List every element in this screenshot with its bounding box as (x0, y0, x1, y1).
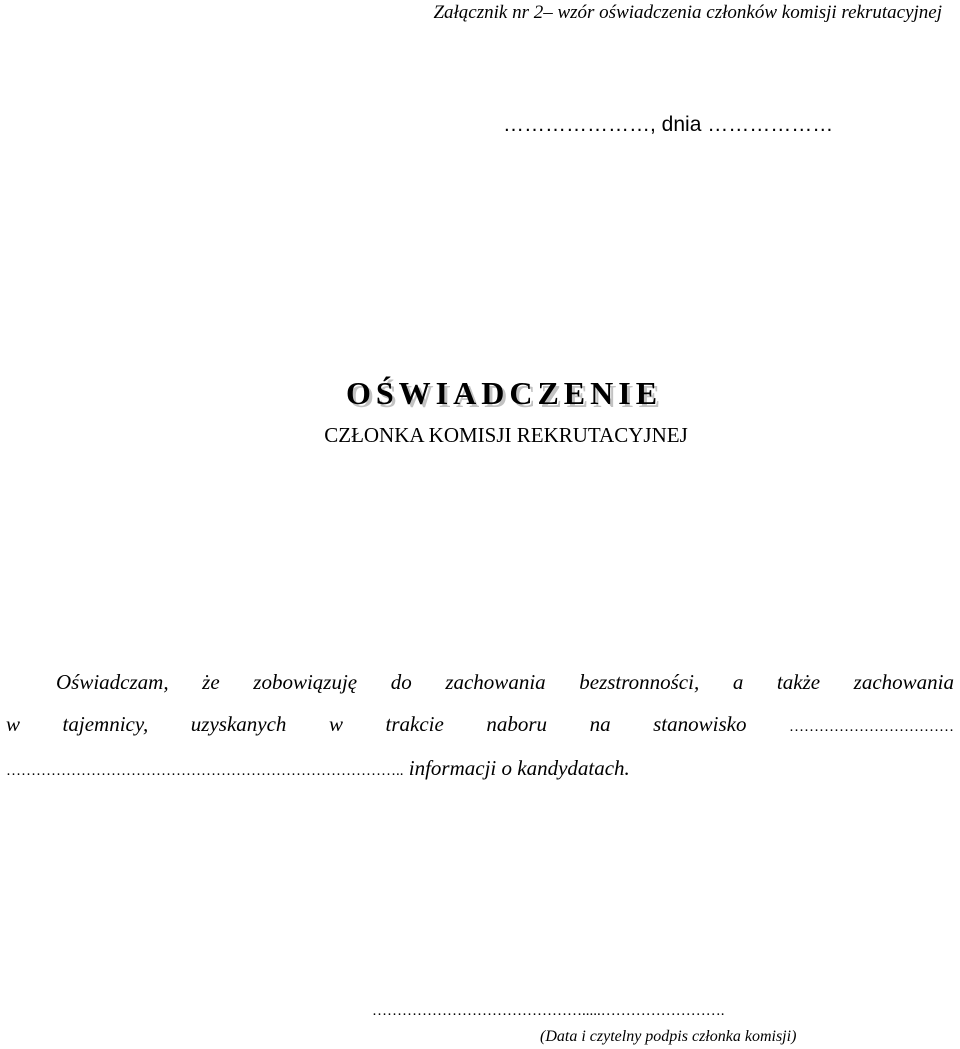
signature-line: …………………………………….....……………………. (372, 1003, 725, 1019)
declaration-line-3-text: informacji o kandydatach. (403, 756, 630, 780)
signature-caption: (Data i czytelny podpis członka komisji) (540, 1028, 797, 1045)
position-blank-continued: …………………………………………………………………….. (6, 763, 404, 779)
declaration-line-2 (6, 712, 954, 737)
declaration-line-3 (6, 756, 630, 781)
document-subtitle: CZŁONKA KOMISJI REKRUTACYJNEJ (324, 423, 688, 447)
declaration-line-2-text: w tajemnicy, uzyskanych w trakcie naboru na stanowisko (6, 712, 747, 736)
place-date-field: …………………, dnia ……………… (503, 113, 834, 136)
document-title: OŚWIADCZENIE (345, 375, 663, 411)
annex-note: Załącznik nr 2– wzór oświadczenia członków komisji rekrutacyjnej (433, 2, 942, 23)
position-blank: …………………………… (789, 719, 955, 735)
declaration-line-1: Oświadczam, że zobowiązuję do zachowania bezstronności, a także zachowania (56, 670, 954, 694)
